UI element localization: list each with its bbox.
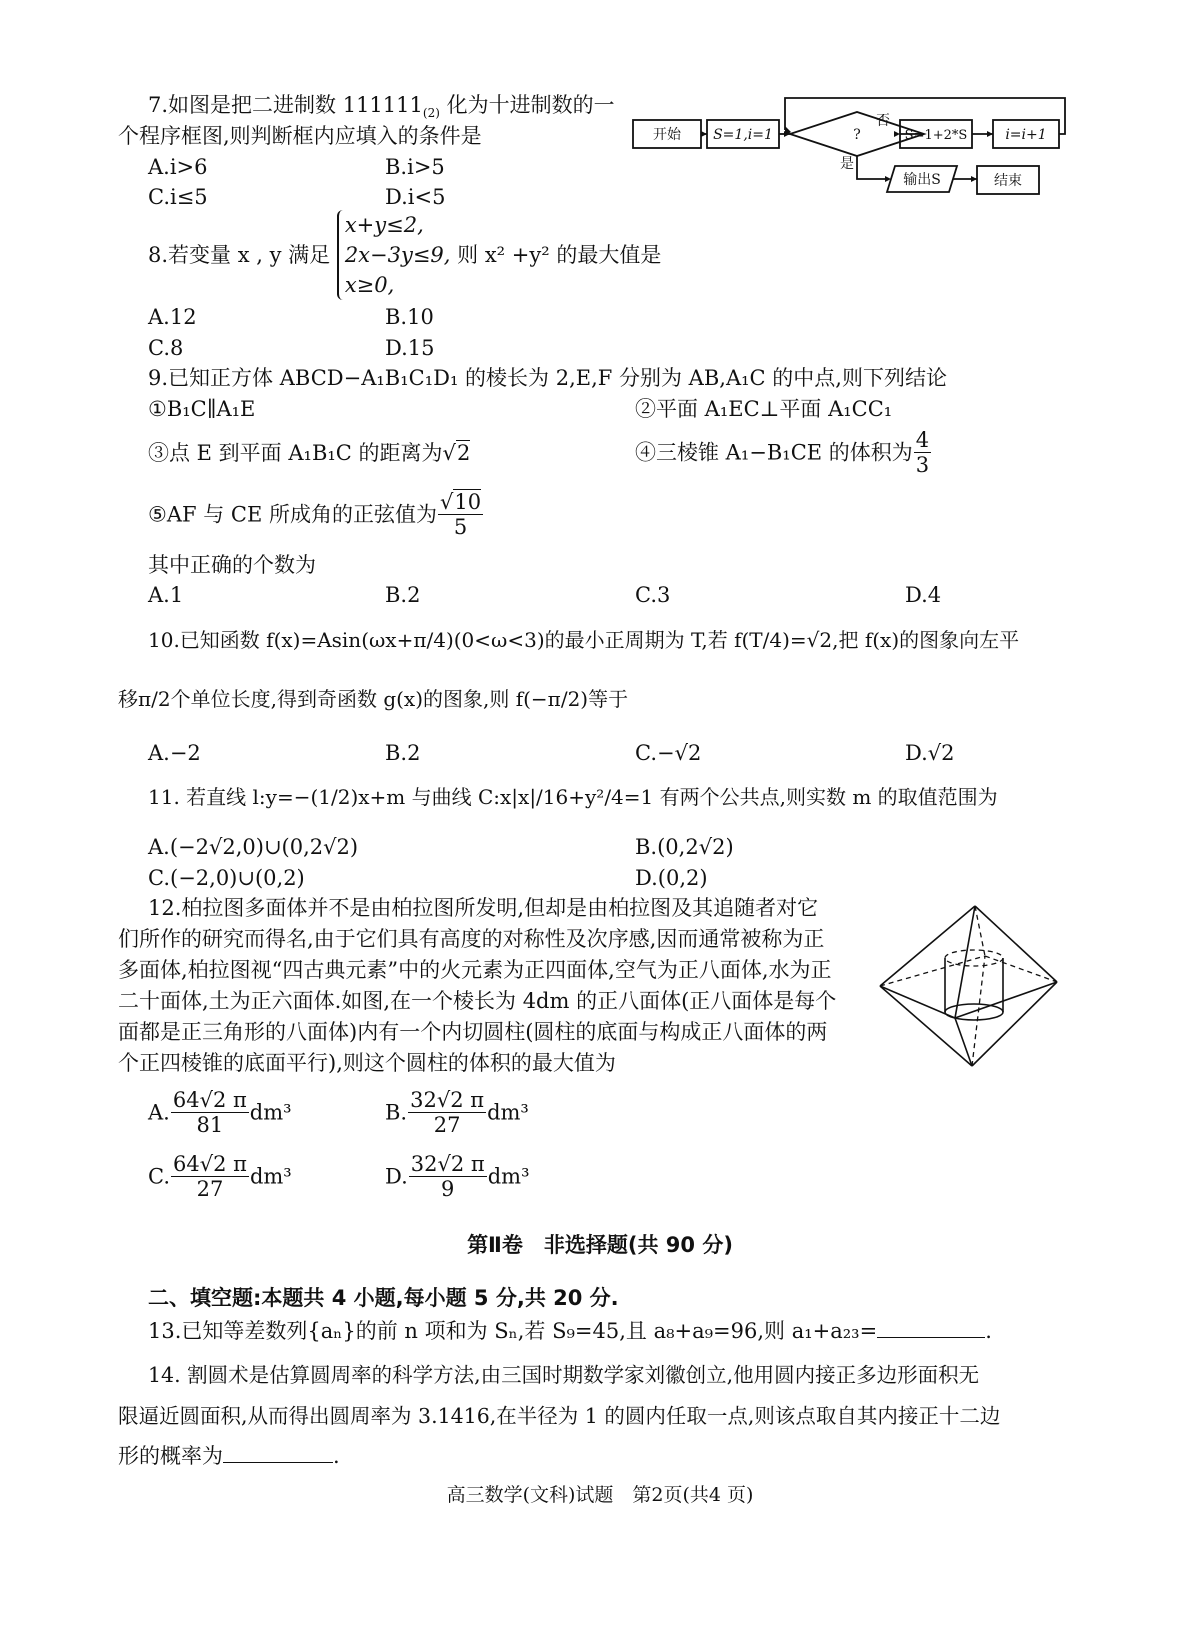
q9-statement-1: ①B₁C∥A₁E	[148, 397, 256, 421]
section-2-title: 第Ⅱ卷 非选择题(共 90 分)	[467, 1233, 733, 1257]
q10-option-b: B.2	[385, 741, 421, 765]
q10-option-d: D.√2	[905, 741, 955, 765]
q7-stem-line1: 7.如图是把二进制数 $111111_{(2)}$ 化为十进制数的一	[148, 93, 615, 120]
q9-statement-2: ②平面 A₁EC⊥平面 A₁CC₁	[635, 397, 893, 421]
q7-option-b: B.i>5	[385, 155, 445, 179]
q12-line-3: 多面体,柏拉图视“四古典元素”中的火元素为正四面体,空气为正八面体,水为正	[118, 958, 832, 982]
q11-option-d: D.(0,2)	[635, 866, 708, 890]
q7-option-d: D.i<5	[385, 185, 446, 209]
q11-option-c: C.(−2,0)∪(0,2)	[148, 866, 305, 890]
q8-option-c: C.8	[148, 336, 184, 360]
q12-line-1: 12.柏拉图多面体并不是由柏拉图所发明,但却是由柏拉图及其追随者对它	[148, 896, 819, 920]
flow-no-label: 否	[876, 113, 890, 129]
q9-option-d: D.4	[905, 583, 942, 607]
q14-line-2: 限逼近圆面积,从而得出圆周率为 3.1416,在半径为 1 的圆内任取一点,则该点取自其内接正十二边	[118, 1404, 1001, 1428]
fill-in-header: 二、填空题:本题共 4 小题,每小题 5 分,共 20 分.	[148, 1286, 619, 1310]
flow-increment-label: i=i+1	[1005, 127, 1047, 143]
flow-init-label: S=1,i=1	[713, 127, 773, 143]
q10-option-c: C.−√2	[635, 741, 702, 765]
q8-option-a: A.12	[148, 305, 197, 329]
q7-flowchart	[625, 92, 1070, 202]
q9-option-a: A.1	[148, 583, 184, 607]
q14-answer-blank[interactable]	[223, 1462, 333, 1463]
q14-line-1: 14. 割圆术是估算圆周率的科学方法,由三国时期数学家刘徽创立,他用圆内接正多边形面积无	[148, 1363, 980, 1387]
q11-stem: 11. 若直线 l:y=−(1/2)x+m 与曲线 C:x|x|/16+y²/4=1 有两个公共点,则实数 m 的取值范围为	[148, 785, 998, 809]
q7-option-a: A.i>6	[148, 155, 208, 179]
flow-output-label: 输出S	[903, 172, 941, 188]
q12-line-4: 二十面体,土为正六面体.如图,在一个棱长为 4dm 的正八面体(正八面体是每个	[118, 989, 837, 1013]
q14-line-3: 形的概率为 .	[118, 1444, 340, 1468]
q9-stem: 9.已知正方体 ABCD−A₁B₁C₁D₁ 的棱长为 2,E,F 分别为 AB,A₁C 的中点,则下列结论	[148, 366, 947, 390]
q8-option-d: D.15	[385, 336, 435, 360]
flow-yes-label: 是	[840, 156, 854, 172]
q13-stem: 13.已知等差数列{aₙ}的前 n 项和为 Sₙ,若 S₉=45,且 a₈+a₉=96,则 a₁+a₂₃= .	[148, 1319, 992, 1343]
q12-option-a: A. $\frac{64√2 \pi}{81}$ dm³	[148, 1088, 292, 1137]
q11-option-a: A.(−2√2,0)∪(0,2√2)	[148, 835, 359, 859]
q9-statement-4: ④三棱锥 A₁−B₁CE 的体积为 $\frac{4}{3}$	[635, 428, 930, 477]
flow-end-label: 结束	[994, 173, 1022, 189]
q12-octahedron-figure	[875, 900, 1065, 1072]
q13-answer-blank[interactable]	[877, 1337, 985, 1338]
q12-option-d: D. $\frac{32√2 \pi}{9}$ dm³	[385, 1152, 530, 1201]
q10-stem-line1: 10.已知函数 f(x)=Asin(ωx+π/4)(0<ω<3)的最小正周期为 T,若 f(T/4)=√2,把 f(x)的图象向左平	[148, 628, 1020, 652]
flow-update-label: S=1+2*S	[904, 128, 968, 143]
q12-option-b: B. $\frac{32√2 \pi}{27}$ dm³	[385, 1088, 529, 1137]
q12-line-2: 们所作的研究而得名,由于它们具有高度的对称性及次序感,因而通常被称为正	[118, 927, 825, 951]
q7-option-c: C.i≤5	[148, 185, 208, 209]
q9-option-c: C.3	[635, 583, 671, 607]
q8-option-b: B.10	[385, 305, 434, 329]
q9-statement-3: ③点 E 到平面 A₁B₁C 的距离为√2	[148, 441, 471, 465]
q9-ask: 其中正确的个数为	[148, 553, 316, 577]
flow-decision-label: ?	[853, 127, 861, 143]
q11-option-b: B.(0,2√2)	[635, 835, 734, 859]
q7-stem-line2: 个程序框图,则判断框内应填入的条件是	[118, 124, 482, 148]
q12-option-c: C. $\frac{64√2 \pi}{27}$ dm³	[148, 1152, 292, 1201]
q9-option-b: B.2	[385, 583, 421, 607]
q10-stem-line2: 移π/2个单位长度,得到奇函数 g(x)的图象,则 f(−π/2)等于	[118, 687, 629, 711]
flow-start-label: 开始	[653, 127, 681, 143]
q9-statement-5: ⑤AF 与 CE 所成角的正弦值为 $\frac{√10}{5}$	[148, 490, 482, 539]
q12-line-5: 面都是正三角形的八面体)内有一个内切圆柱(圆柱的底面与构成正八面体的两	[118, 1020, 828, 1044]
q12-line-6: 个正四棱锥的底面平行),则这个圆柱的体积的最大值为	[118, 1051, 616, 1075]
q8-constraint-system: x+y≤2, 2x−3y≤9, x≥0,	[337, 210, 451, 300]
q10-option-a: A.−2	[148, 741, 201, 765]
q8-stem: 8.若变量 x , y 满足 x+y≤2, 2x−3y≤9, x≥0, 则 x² +y² 的最大值是	[148, 210, 661, 300]
page-footer: 高三数学(文科)试题 第2页(共4 页)	[446, 1484, 754, 1506]
